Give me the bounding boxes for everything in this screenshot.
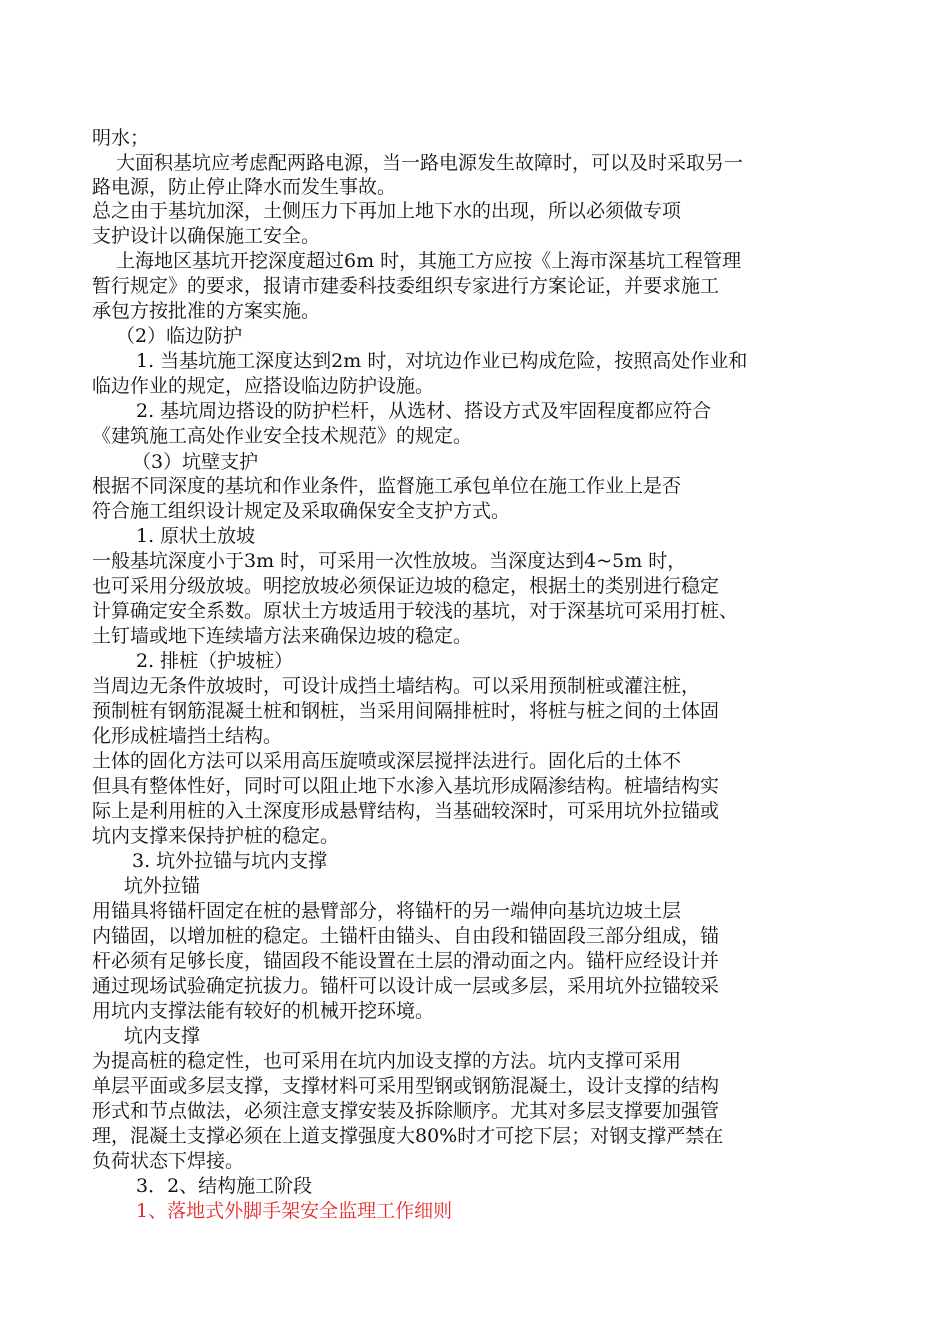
- subsection-heading: 1. 原状土放坡: [136, 525, 256, 547]
- subsection-heading: 坑外拉锚: [124, 875, 201, 897]
- text-line: 计算确定安全系数。原状土方坡适用于较浅的基坑，对于深基坑可采用打桩、: [92, 600, 739, 622]
- text-line: 负荷状态下焊接。: [92, 1150, 245, 1172]
- subsection-heading: 坑内支撑: [124, 1025, 201, 1047]
- text-line: 路电源，防止停止降水而发生事故。: [92, 176, 397, 198]
- text-line: 土体的固化方法可以采用高压旋喷或深层搅拌法进行。固化后的土体不: [92, 750, 682, 772]
- subsection-heading: 2. 排桩（护坡桩）: [136, 650, 294, 672]
- text-line: 内锚固，以增加桩的稳定。土锚杆由锚头、自由段和锚固段三部分组成，锚: [92, 925, 720, 947]
- text-line: 符合施工组织设计规定及采取确保安全支护方式。: [92, 500, 511, 522]
- text-line: 1. 当基坑施工深度达到2m 时，对坑边作业已构成危险，按照高处作业和: [136, 350, 748, 372]
- text-line: 上海地区基坑开挖深度超过6m 时，其施工方应按《上海市深基坑工程管理: [116, 250, 742, 272]
- text-line: 用锚具将锚杆固定在桩的悬臂部分，将锚杆的另一端伸向基坑边坡土层: [92, 900, 682, 922]
- text-line: 预制桩有钢筋混凝土桩和钢桩，当采用间隔排桩时，将桩与桩之间的土体固: [92, 700, 720, 722]
- text-line: 杆必须有足够长度，锚固段不能设置在土层的滑动面之内。锚杆应经设计并: [92, 950, 720, 972]
- text-line: 形式和节点做法，必须注意支撑安装及拆除顺序。尤其对多层支撑要加强管: [92, 1100, 720, 1122]
- text-line: 化形成桩墙挡土结构。: [92, 725, 283, 747]
- text-line: 但具有整体性好，同时可以阻止地下水渗入基坑形成隔渗结构。桩墙结构实: [92, 775, 720, 797]
- text-line: 根据不同深度的基坑和作业条件，监督施工承包单位在施工作业上是否: [92, 475, 682, 497]
- text-line: 通过现场试验确定抗拔力。锚杆可以设计成一层或多层，采用坑外拉锚较采: [92, 975, 720, 997]
- section-heading: （2）临边防护: [116, 325, 243, 347]
- text-line: 总之由于基坑加深，土侧压力下再加上地下水的出现，所以必须做专项: [92, 200, 682, 222]
- section-heading: （3）坑壁支护: [132, 451, 259, 473]
- text-line: 当周边无条件放坡时，可设计成挡土墙结构。可以采用预制桩或灌注桩，: [92, 675, 701, 697]
- text-line: 一般基坑深度小于3m 时，可采用一次性放坡。当深度达到4~5m 时，: [92, 550, 687, 572]
- text-line: 2. 基坑周边搭设的防护栏杆，从选材、搭设方式及牢固程度都应符合: [136, 400, 712, 422]
- text-line: 暂行规定》的要求，报请市建委科技委组织专家进行方案论证，并要求施工: [92, 275, 720, 297]
- text-line: 临边作业的规定，应搭设临边防护设施。: [92, 375, 435, 397]
- text-line: 承包方按批准的方案实施。: [92, 300, 321, 322]
- text-line: 土钉墙或地下连续墙方法来确保边坡的稳定。: [92, 625, 473, 647]
- section-heading: 3．2、结构施工阶段: [136, 1175, 313, 1197]
- text-line: 坑内支撑来保持护桩的稳定。: [92, 825, 340, 847]
- subsection-heading: 3. 坑外拉锚与坑内支撑: [132, 850, 328, 872]
- text-line: 也可采用分级放坡。明挖放坡必须保证边坡的稳定，根据土的类别进行稳定: [92, 575, 720, 597]
- text-line: 明水；: [92, 127, 150, 149]
- text-line: 为提高桩的稳定性，也可采用在坑内加设支撑的方法。坑内支撑可采用: [92, 1050, 682, 1072]
- text-line: 理，混凝土支撑必须在上道支撑强度大80%时才可挖下层；对钢支撑严禁在: [92, 1125, 724, 1147]
- red-heading: 1、落地式外脚手架安全监理工作细则: [136, 1200, 453, 1222]
- text-line: 支护设计以确保施工安全。: [92, 225, 321, 247]
- text-line: 际上是利用桩的入土深度形成悬臂结构，当基础较深时，可采用坑外拉锚或: [92, 800, 720, 822]
- text-line: 大面积基坑应考虑配两路电源，当一路电源发生故障时，可以及时采取另一: [116, 152, 744, 174]
- text-line: 用坑内支撑法能有较好的机械开挖环境。: [92, 1000, 435, 1022]
- text-line: 《建筑施工高处作业安全技术规范》的规定。: [92, 425, 473, 447]
- text-line: 单层平面或多层支撑，支撑材料可采用型钢或钢筋混凝土，设计支撑的结构: [92, 1075, 720, 1097]
